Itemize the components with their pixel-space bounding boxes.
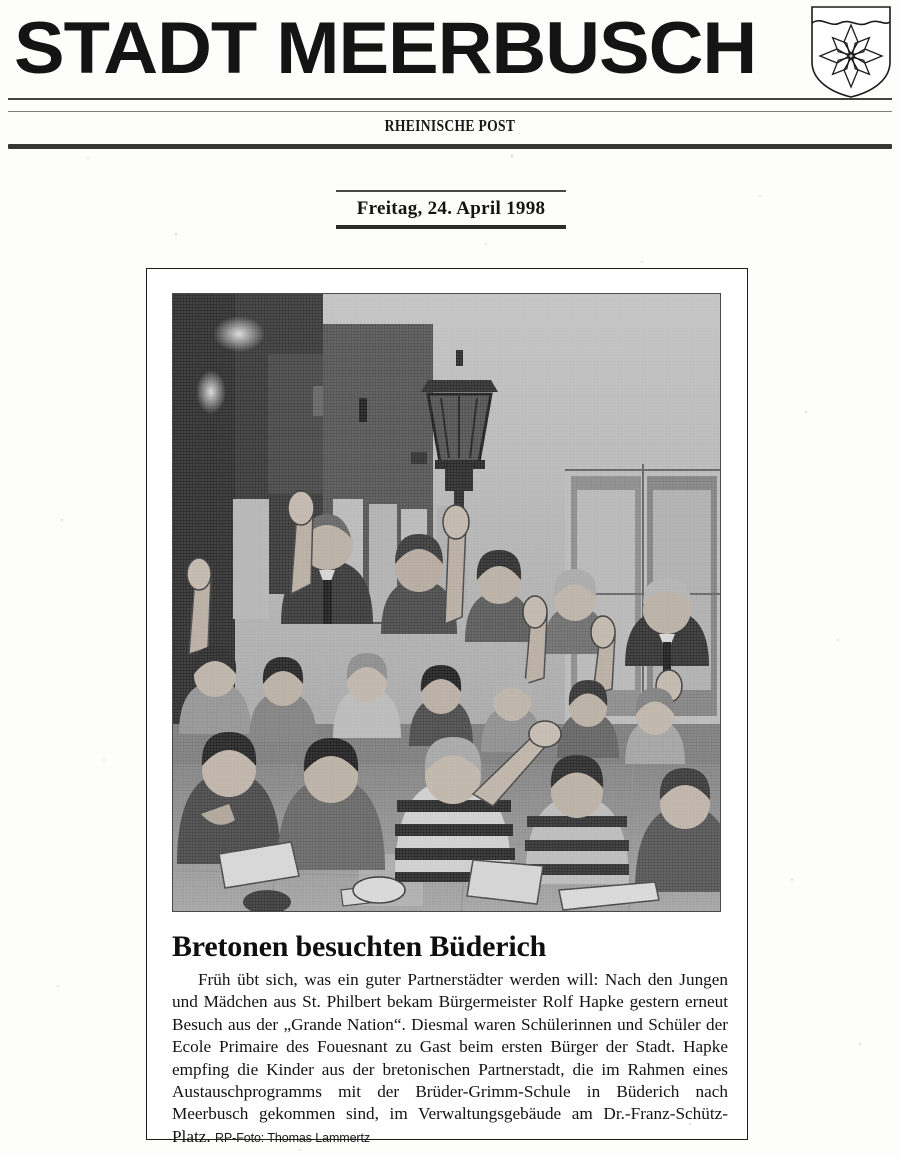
date-rule-top [336, 190, 566, 192]
date-block [336, 190, 566, 229]
masthead-rule-thin [8, 111, 892, 112]
masthead-rule-top [8, 98, 892, 100]
paper-name: RHEINISCHE POST [384, 116, 516, 135]
photo-credit: RP-Foto: Thomas Lammertz [214, 1130, 371, 1145]
date-text: Freitag, 24. April 1998 [356, 198, 546, 219]
article-box [146, 268, 748, 1146]
article-body [172, 969, 728, 1149]
masthead-rule-bottom [8, 144, 892, 149]
page-title: STADT MEERBUSCH [14, 8, 757, 89]
article-headline: Bretonen besuchten Büderich [172, 930, 547, 963]
article-body-text: Früh übt sich, was ein guter Partnerstädter werden will: Nach den Jungen und Mädchen aus St. Philbert bekam Bürgermeister Rolf Hapke gestern erneut Besuch aus der „Grande Nation“. Diesmal waren Schülerinnen und Schüler der Ecole Primaire des Fouesnant zu Gast beim ersten Bürger der Stadt. Hapke empfing die Kinder aus der bretonischen Partnerstadt, die im Rahmen eines Austauschprogramms mit der Brüder-Grimm-Schule in Büderich nach Meerbusch gekommen sind, im Verwaltungsgebäude am Dr.-Franz-Schütz-Platz. [172, 970, 728, 1146]
date-rule-bottom [336, 225, 566, 229]
article-photo [172, 293, 721, 912]
masthead [0, 0, 900, 96]
meerbusch-coat-of-arms-icon [808, 4, 894, 100]
